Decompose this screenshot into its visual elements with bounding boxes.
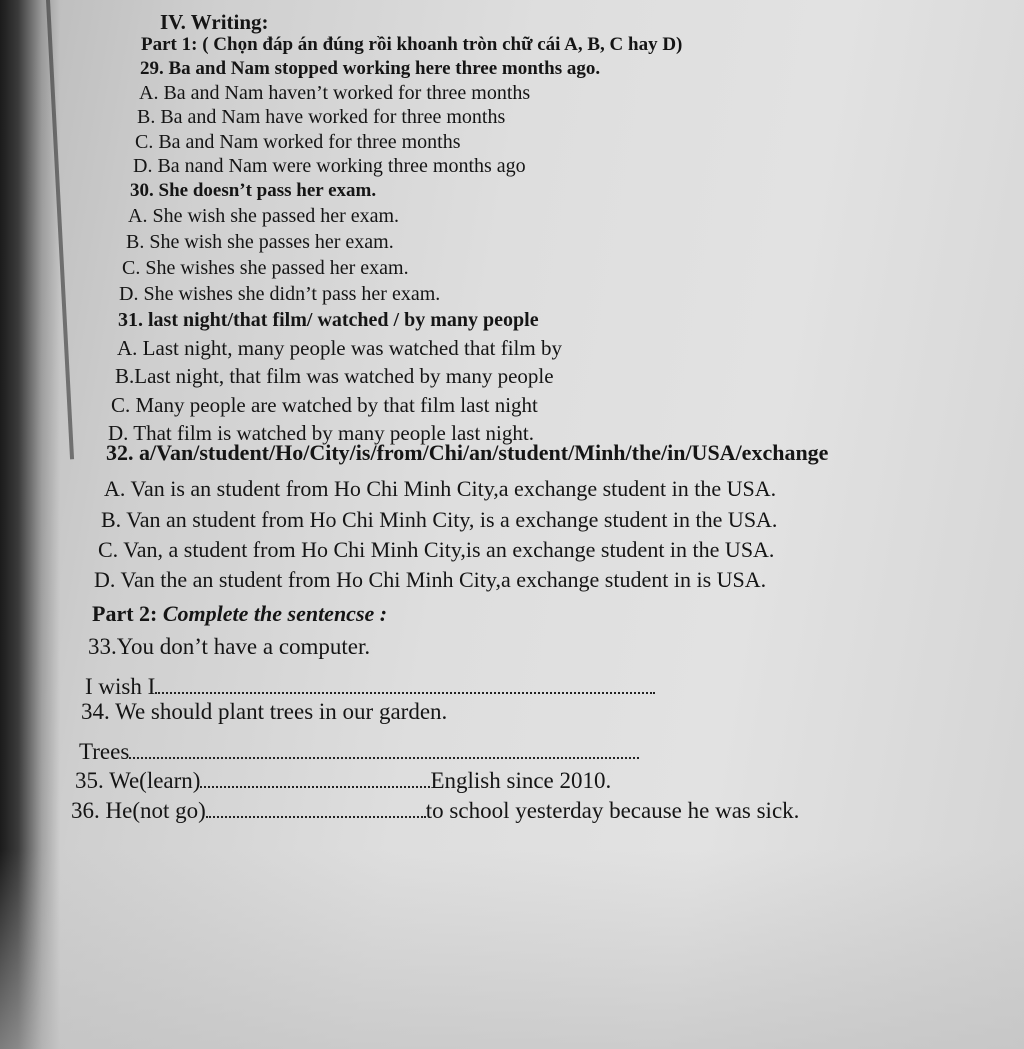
answer-start: I wish I xyxy=(85,674,156,699)
part2-label: Part 2: xyxy=(92,601,158,626)
sentence-end: to school yesterday because he was sick. xyxy=(425,798,800,823)
part1-instruction: ( Chọn đáp án đúng rồi khoanh tròn chữ cái A, B, C hay D) xyxy=(202,34,683,55)
q32-option-a[interactable]: A. Van is an student from Ho Chi Minh City,a exchange student in the USA. xyxy=(104,476,777,501)
question-number: 36. xyxy=(71,798,100,823)
question-29-prompt xyxy=(140,58,600,80)
question-number: 32. xyxy=(106,440,134,465)
question-33-prompt xyxy=(88,634,370,660)
question-34-answer xyxy=(79,734,639,765)
question-number: 35. xyxy=(75,768,104,793)
section-title: IV. Writing: xyxy=(160,10,269,34)
question-30-prompt xyxy=(130,180,376,202)
q29-option-c[interactable]: C. Ba and Nam worked for three months xyxy=(135,131,461,153)
part2-instruction: Complete the sentencse : xyxy=(162,601,388,626)
part1-heading xyxy=(141,34,682,56)
q32-option-b[interactable]: B. Van an student from Ho Chi Minh City, is a exchange student in the USA. xyxy=(101,507,778,532)
question-32-prompt xyxy=(106,440,828,466)
q31-option-d[interactable]: D. That film is watched by many people last night. xyxy=(108,421,534,445)
answer-blank-35[interactable] xyxy=(200,763,430,788)
q29-option-b[interactable]: B. Ba and Nam have worked for three months xyxy=(137,106,506,128)
question-35 xyxy=(75,763,611,794)
q31-option-b[interactable]: B.Last night, that film was watched by many people xyxy=(115,364,554,388)
sentence-end: English since 2010. xyxy=(430,768,612,793)
q32-option-c[interactable]: C. Van, a student from Ho Chi Minh City,is an exchange student in the USA. xyxy=(98,537,775,562)
q30-option-b[interactable]: B. She wish she passes her exam. xyxy=(126,231,394,253)
answer-start: Trees xyxy=(79,739,130,764)
answer-blank-34[interactable] xyxy=(129,734,639,759)
q31-option-c[interactable]: C. Many people are watched by that film last night xyxy=(111,393,538,417)
question-text: She doesn’t pass her exam. xyxy=(158,180,377,201)
q30-option-a[interactable]: A. She wish she passed her exam. xyxy=(128,205,400,227)
part2-heading xyxy=(92,601,387,627)
question-36 xyxy=(71,793,799,824)
question-33-answer xyxy=(85,669,655,700)
verb-cue: He(not go) xyxy=(105,798,206,823)
question-text: We should plant trees in our garden. xyxy=(115,699,448,724)
q30-option-d[interactable]: D. She wishes she didn’t pass her exam. xyxy=(119,283,441,305)
question-number: 31. xyxy=(118,309,143,331)
question-text: a/Van/student/Ho/City/is/from/Chi/an/student/Minh/the/in/USA/exchange xyxy=(139,440,829,465)
question-number: 29. xyxy=(140,58,164,79)
q31-option-a[interactable]: A. Last night, many people was watched that film by xyxy=(117,336,562,360)
question-number: 30. xyxy=(130,180,154,201)
question-34-prompt xyxy=(81,699,447,725)
question-31-prompt xyxy=(118,309,539,332)
question-number: 33. xyxy=(88,634,117,659)
answer-blank-36[interactable] xyxy=(206,793,426,818)
question-text: You don’t have a computer. xyxy=(116,634,371,659)
answer-blank-33[interactable] xyxy=(155,669,655,694)
q30-option-c[interactable]: C. She wishes she passed her exam. xyxy=(122,257,409,279)
question-text: last night/that film/ watched / by many people xyxy=(148,309,539,331)
question-number: 34. xyxy=(81,699,110,724)
part1-label: Part 1: xyxy=(141,34,198,55)
q29-option-d[interactable]: D. Ba nand Nam were working three months ago xyxy=(133,155,526,177)
q29-option-a[interactable]: A. Ba and Nam haven’t worked for three months xyxy=(139,82,531,104)
q32-option-d[interactable]: D. Van the an student from Ho Chi Minh City,a exchange student in is USA. xyxy=(94,567,767,592)
question-text: Ba and Nam stopped working here three months ago. xyxy=(168,58,601,79)
verb-cue: We(learn) xyxy=(109,768,201,793)
